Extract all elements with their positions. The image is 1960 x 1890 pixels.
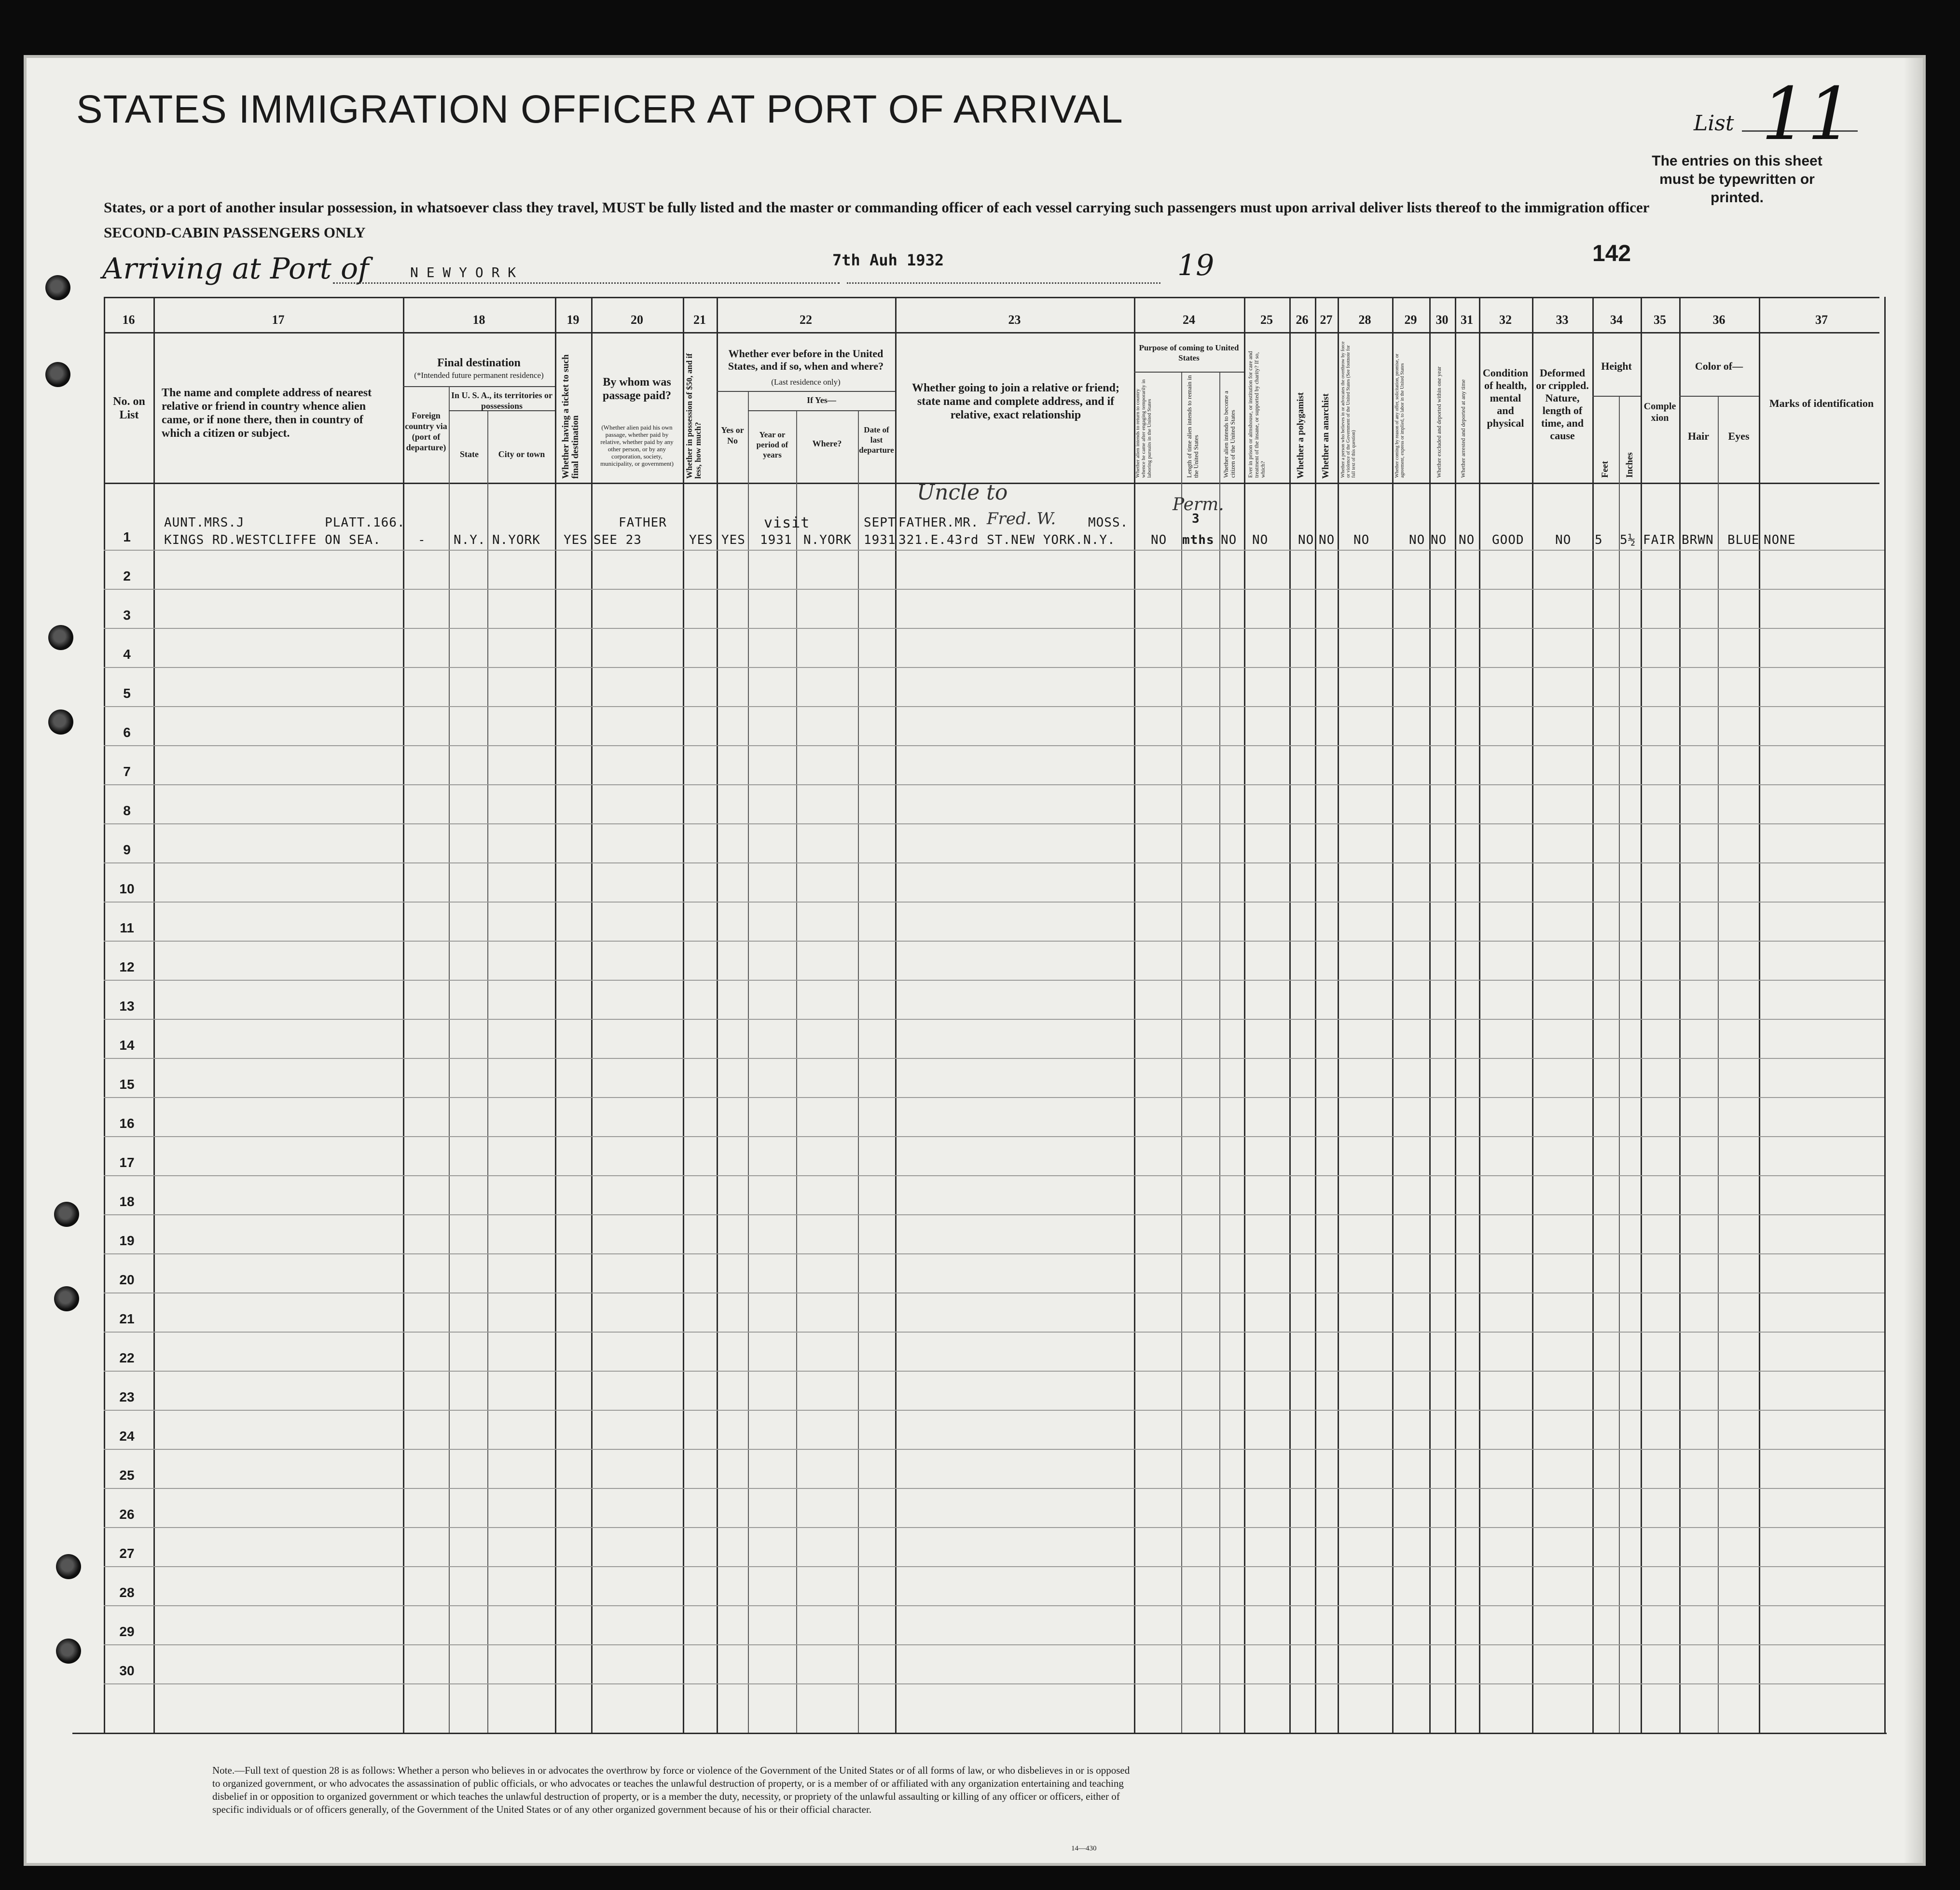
header-anarchist: Whether an anarchist — [1321, 393, 1331, 479]
row-number: 15 — [119, 1077, 135, 1092]
header-if-yes: If Yes— — [807, 395, 836, 405]
arrival-date: 7th Auh 1932 — [832, 251, 944, 269]
row-number: 22 — [119, 1350, 135, 1365]
col-divider — [1244, 297, 1245, 1733]
header-no-on-list: No. on List — [113, 395, 145, 421]
entries-note: The entries on this sheet must be typewritten or printed. — [1652, 153, 1822, 206]
colnum: 31 — [1461, 313, 1473, 327]
row1-hair: BRWN — [1682, 533, 1714, 547]
row-number: 1 — [123, 529, 131, 544]
row-rule — [104, 902, 1884, 903]
row1-arrested: NO — [1459, 533, 1475, 547]
row-number: 18 — [119, 1194, 135, 1209]
row1-city: N.YORK — [492, 533, 540, 547]
header-hair: Hair — [1688, 430, 1709, 442]
header-excluded: Whether excluded and deported within one year — [1435, 366, 1442, 478]
header-inches: Inches — [1625, 452, 1635, 478]
header-passage-paid-sub: (Whether alien paid his own passage, whether paid by relative, whether paid by any other person, or by any corporation, society, municipality, or government) — [600, 424, 674, 467]
row1-where: N.YORK — [803, 533, 852, 547]
punch-hole — [56, 1554, 81, 1579]
colnum: 37 — [1815, 313, 1828, 327]
header-where: Where? — [812, 439, 842, 448]
colnum: 29 — [1404, 313, 1417, 327]
row1-fifty-dollars: YES — [689, 533, 713, 547]
col-divider — [1532, 297, 1533, 1733]
col-divider — [1289, 297, 1291, 1733]
subheader-line — [1134, 372, 1244, 373]
row-number: 5 — [123, 686, 131, 701]
row-rule — [104, 550, 1884, 551]
row1-paid-by-2: SEE 23 — [594, 533, 642, 547]
passenger-class: SECOND-CABIN PASSENGERS ONLY — [104, 224, 366, 241]
row1-labor-offer: NO — [1409, 533, 1425, 547]
col-divider — [1455, 297, 1456, 1733]
col-divider — [449, 386, 450, 1733]
colnum: 34 — [1610, 313, 1623, 327]
col-divider — [1679, 297, 1681, 1733]
row1-overthrow: NO — [1353, 533, 1370, 547]
header-ever-before-sub: (Last residence only) — [771, 377, 841, 387]
colnum: 28 — [1358, 313, 1371, 327]
row-rule — [104, 1644, 1884, 1645]
row-number: 13 — [119, 999, 135, 1014]
row1-last-departure-2: 1931 — [864, 533, 896, 547]
row-rule — [104, 589, 1884, 590]
header-length-of-stay: Length of time alien intends to remain in the United States — [1186, 375, 1200, 478]
form-title: STATES IMMIGRATION OFFICER AT PORT OF ARRIVAL — [76, 87, 1123, 131]
col-divider — [683, 297, 684, 1733]
table-top-line — [104, 297, 1879, 298]
header-complexion: Complexion — [1643, 401, 1676, 423]
subheader-line — [403, 386, 555, 387]
row-number: 26 — [119, 1507, 135, 1522]
colnum: 20 — [631, 313, 643, 327]
row1-inches: 5½ — [1620, 533, 1636, 547]
row1-ever-before: YES — [721, 533, 745, 547]
col-divider — [1759, 297, 1760, 1733]
row-rule — [104, 1605, 1884, 1606]
row-rule — [104, 1058, 1884, 1059]
col-divider — [1315, 297, 1316, 1733]
colnum: 25 — [1260, 313, 1273, 327]
punch-hole — [45, 362, 70, 387]
col-divider — [1429, 297, 1431, 1733]
col-divider — [895, 297, 897, 1733]
row-number: 10 — [119, 881, 135, 896]
col-divider — [748, 391, 749, 1733]
year-prefix: 19 — [1177, 249, 1215, 282]
col-divider — [1619, 396, 1620, 1733]
row1-relative-line1: AUNT.MRS.J PLATT.166. — [164, 515, 405, 530]
colnum: 21 — [693, 313, 706, 327]
port-name: N E W Y O R K — [410, 264, 516, 280]
row-number: 27 — [119, 1546, 135, 1561]
punch-hole — [45, 275, 70, 300]
col-divider — [1718, 396, 1719, 1733]
colnum: 19 — [566, 313, 580, 327]
row1-ticket: YES — [564, 533, 588, 547]
col-divider — [555, 297, 556, 1733]
col-divider — [104, 297, 105, 1733]
header-ever-before: Whether ever before in the United States, and if so, when and where? — [728, 347, 884, 372]
row-rule — [104, 1214, 1884, 1215]
row-rule — [104, 1019, 1884, 1020]
row-rule — [104, 667, 1884, 668]
colnum: 35 — [1654, 313, 1666, 327]
header-purpose: Purpose of coming to United States — [1139, 343, 1239, 362]
col-divider — [1219, 372, 1220, 1733]
row1-excluded: NO — [1431, 533, 1447, 547]
row-number: 20 — [119, 1272, 135, 1287]
row-number: 24 — [119, 1429, 135, 1444]
form-subtitle: States, or a port of another insular possession, in whatsoever class they travel, MUST be fully listed and the master or commanding officer of each vessel carrying such passengers must upon arrival deliver lists thereof to the immigration officer — [104, 199, 1650, 216]
list-label: List — [1694, 111, 1734, 136]
row-rule — [104, 862, 1884, 863]
row-rule — [104, 1136, 1884, 1137]
punch-hole — [48, 709, 73, 735]
colnum: 22 — [800, 313, 812, 327]
header-passage-paid: By whom was passage paid? — [602, 376, 672, 402]
row1-prison: NO — [1252, 533, 1269, 547]
header-color-of: Color of— — [1695, 360, 1743, 372]
row-number: 21 — [119, 1311, 135, 1326]
list-number: 11 — [1761, 72, 1853, 156]
header-final-destination: Final destination — [437, 357, 521, 369]
row1-deformed: NO — [1555, 533, 1572, 547]
row1-anarchist: NO — [1319, 533, 1335, 547]
punch-hole — [54, 1202, 79, 1227]
punch-hole — [56, 1639, 81, 1664]
col-divider — [1884, 297, 1886, 1733]
col-divider — [1338, 297, 1339, 1733]
manifest-sheet — [27, 58, 1923, 1863]
col-divider — [858, 410, 859, 1733]
row-number: 25 — [119, 1468, 135, 1483]
row-number: 19 — [119, 1233, 135, 1248]
row1-join-handwritten: Uncle to — [917, 480, 1008, 505]
row-rule — [104, 1527, 1884, 1528]
header-marks: Marks of identification — [1769, 397, 1874, 409]
row-rule — [104, 628, 1884, 629]
subheader-line — [1592, 396, 1641, 397]
colnum: 16 — [122, 313, 135, 327]
row-rule — [104, 745, 1884, 746]
row-number: 12 — [119, 959, 135, 974]
header-labor-offer: Whether coming by reason of any offer, solicitation, promise, or agreement, express or implied, to labor in the United States — [1394, 353, 1405, 478]
colnum: 23 — [1008, 313, 1021, 327]
colnum: 27 — [1320, 313, 1333, 327]
header-become-citizen: Whether alien intends to become a citizen of the United States — [1222, 390, 1236, 478]
colnum: 32 — [1499, 313, 1512, 327]
row1-complexion: FAIR — [1643, 533, 1675, 547]
header-polygamist: Whether a polygamist — [1296, 392, 1306, 479]
row1-marks: NONE — [1764, 533, 1796, 547]
row1-eyes: BLUE — [1727, 533, 1760, 547]
header-eyes: Eyes — [1728, 430, 1750, 442]
row-rule — [104, 1449, 1884, 1450]
header-health: Condition of health, mental and physical — [1482, 367, 1529, 429]
col-divider — [153, 297, 155, 1733]
page-number: 142 — [1592, 241, 1631, 266]
row-number: 7 — [123, 764, 131, 779]
header-height: Height — [1601, 360, 1632, 372]
row-rule — [104, 1566, 1884, 1567]
header-feet: Feet — [1600, 461, 1610, 478]
header-prison: Ever in prison or almshouse, or institution for care and treatment of the insane, or supported by charity? If so, which? — [1247, 351, 1266, 478]
col-divider — [1134, 297, 1135, 1733]
colnum: 24 — [1183, 313, 1195, 327]
header-foreign-country: Foreign country via (port of departure) — [405, 411, 447, 452]
table-bottom-line — [72, 1733, 1887, 1734]
header-deformed: Deformed or crippled. Nature, length of time, and cause — [1536, 367, 1589, 442]
subheader-line — [717, 391, 895, 392]
col-divider — [796, 410, 797, 1733]
colnum: 17 — [272, 313, 285, 327]
row1-join-line2: 321.E.43rd ST.NEW YORK.N.Y. — [898, 533, 1116, 547]
header-join-relative: Whether going to join a relative or friend; state name and complete address, and if relative, exact relationship — [912, 382, 1119, 421]
colnum: 36 — [1712, 313, 1725, 327]
row1-paid-by-1: FATHER — [619, 515, 667, 530]
row1-length-annotation: 3 — [1192, 512, 1200, 526]
row1-become-citizen: NO — [1221, 533, 1237, 547]
colnum: 30 — [1435, 313, 1449, 327]
row-number: 2 — [123, 569, 131, 584]
row1-relative-line2: KINGS RD.WESTCLIFFE ON SEA. — [164, 533, 381, 547]
footnote-question-28: Note.—Full text of question 28 is as follows: Whether a person who believes in or advocates the overthrow by force or violence of the Government of the United States or of all forms of law, or who disbelieves in or is opposed to organized government, or who advocates the assassination of public officials, or who advocates or teaches the unlawful destruction of property, or is a member of or affiliated with any organization entertaining and teaching disbelief in or opposition to organized government or which teaches the unlawful destruction of property, or is a member the duty, necessity, or propriety of the unlawful assaulting or killing of any officer or officers, either of specific individuals or of officers generally, of the Government of the United States or of any other organized government because of his or their official character. — [212, 1765, 1130, 1815]
row-number: 23 — [119, 1390, 135, 1404]
row1-polygamist: NO — [1298, 533, 1314, 547]
row-rule — [104, 784, 1884, 785]
row-rule — [104, 706, 1884, 707]
col-divider — [1181, 372, 1182, 1733]
colnum: 33 — [1556, 313, 1569, 327]
row-number: 30 — [119, 1663, 135, 1678]
row1-foreign-via: - — [418, 533, 426, 547]
row1-health: GOOD — [1492, 533, 1524, 547]
row-rule — [104, 1683, 1884, 1684]
row-number: 11 — [120, 920, 134, 935]
colnum: 26 — [1296, 313, 1309, 327]
header-final-destination-sub: (*Intended future permanent residence) — [414, 371, 544, 380]
row1-state: N.Y. — [454, 533, 486, 547]
row-rule — [104, 941, 1884, 942]
row-rule — [104, 1292, 1884, 1293]
punch-hole — [54, 1286, 79, 1311]
header-arrested: Whether arrested and deported at any time — [1460, 379, 1466, 478]
row-number: 29 — [119, 1624, 135, 1639]
header-overthrow: Whether a person who believes in or advocates the overthrow by force or violence of the Government of the United States (See footnote for full text of this question) — [1340, 341, 1356, 478]
row-number: 16 — [119, 1116, 135, 1131]
row1-purpose-return: NO — [1151, 533, 1167, 547]
row-number: 28 — [119, 1585, 135, 1600]
row-rule — [104, 823, 1884, 824]
row-number: 3 — [123, 608, 131, 623]
row1-join-name: Fred. W. — [987, 509, 1056, 528]
col-divider — [1592, 297, 1594, 1733]
header-in-usa: In U. S. A., its territories or possessions — [451, 390, 552, 411]
row1-length-handwritten: Perm. — [1173, 495, 1224, 514]
col-divider — [717, 297, 718, 1733]
row1-feet: 5 — [1595, 533, 1603, 547]
subheader-line — [748, 410, 895, 411]
col-divider — [1392, 297, 1394, 1733]
row-rule — [104, 1371, 1884, 1372]
row-number: 17 — [119, 1155, 135, 1170]
row-number: 4 — [123, 647, 131, 662]
row-rule — [104, 1410, 1884, 1411]
row1-years: 1931 — [760, 533, 792, 547]
row-rule — [104, 1332, 1884, 1333]
row-number: 14 — [119, 1038, 135, 1053]
row1-join-line1-end: MOSS. — [1088, 515, 1129, 530]
subheader-line — [1679, 396, 1759, 397]
header-fifty-dollars: Whether in possession of $50, and if less, how much? — [685, 353, 703, 479]
col-divider — [1479, 297, 1480, 1733]
form-code: 14—430 — [1071, 1845, 1097, 1852]
header-ticket: Whether having a ticket to such final destination — [561, 354, 580, 479]
col-divider — [403, 297, 404, 1733]
page-edge-shadow — [1904, 58, 1923, 1863]
date-line — [847, 282, 1160, 284]
row-rule — [104, 1175, 1884, 1176]
col-divider — [487, 410, 488, 1733]
row-rule — [104, 1097, 1884, 1098]
header-city: City or town — [498, 449, 545, 459]
row1-length-of-stay: mths — [1182, 533, 1215, 547]
row-rule — [104, 1488, 1884, 1489]
header-last-departure: Date of last departure — [859, 425, 894, 455]
header-years: Year or period of years — [756, 430, 788, 459]
header-nearest-relative: The name and complete address of nearest relative or friend in country whence alien came, or if none there, then in country of which a citizen or subject. — [162, 387, 372, 440]
colnum-bottom-line — [104, 332, 1879, 334]
col-divider — [1641, 297, 1642, 1733]
port-line — [333, 282, 840, 284]
row-rule — [104, 980, 1884, 981]
colnum: 18 — [472, 313, 485, 327]
col-divider — [591, 297, 593, 1733]
row-rule — [104, 1253, 1884, 1254]
header-purpose-return: Whether alien intends to return to country whence he came after engaging temporarily in laboring pursuits in the United States — [1135, 379, 1152, 478]
row1-join-line1: FATHER.MR. — [898, 515, 979, 530]
row-number: 8 — [123, 803, 131, 818]
arriving-label: Arriving at Port of — [102, 252, 369, 286]
row1-visit: visit — [764, 514, 810, 531]
row-number: 6 — [123, 725, 131, 740]
row-number: 9 — [123, 842, 131, 857]
header-yes-no: Yes or No — [721, 425, 744, 445]
row1-last-departure-1: SEPT — [864, 515, 896, 530]
punch-hole — [48, 625, 73, 650]
header-state: State — [460, 449, 479, 459]
